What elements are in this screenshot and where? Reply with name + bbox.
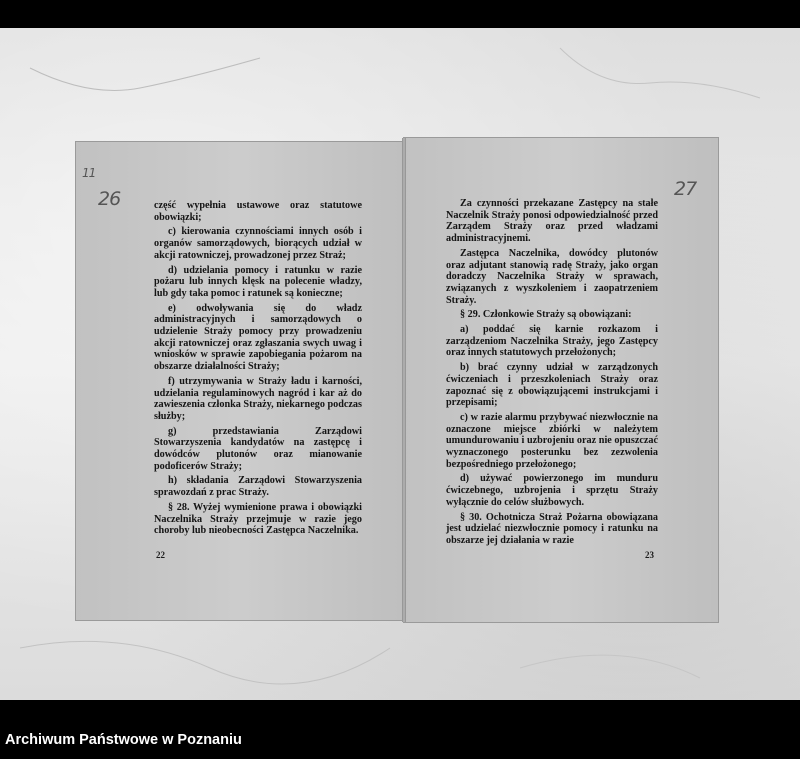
paragraph: Za czynności przekazane Zastępcy na stałe Naczelnik Straży ponosi odpowiedzialność przed Zarządem Straży oraz przed władzami administracyjnemi. (446, 198, 658, 245)
left-page-number: 22 (156, 550, 165, 560)
paragraph: b) brać czynny udział w zarządzonych ćwiczeniach i przeszkoleniach Straży oraz zapoznać się z obowiązującemi instrukcjami i przepisami; (446, 362, 658, 409)
paragraph: f) utrzymywania w Straży ładu i karności, udzielania regulaminowych nagród i kar aż do zawieszenia członka Straży, niekarnego podczas służby; (154, 375, 362, 422)
right-pencil-mark: 27 (674, 178, 697, 200)
footer-bar (0, 700, 800, 759)
paragraph: d) używać powierzonego im munduru ćwiczebnego, uzbrojenia i sprzętu Straży wyłącznie do celów służbowych. (446, 473, 658, 508)
paragraph: a) poddać się karnie rozkazom i zarządzeniom Naczelnika Straży, jego Zastępcy oraz innych statutowych przełożonych; (446, 324, 658, 359)
left-page-text (154, 200, 362, 540)
paragraph: e) odwoływania się do władz administracyjnych i samorządowych o udzielenie Straży pomocy przy prowadzeniu akcji ratowniczej oraz zgłaszania swych uwag i wniosków w sprawie zapobiegania pożarom na obszarze działalności Straży; (154, 302, 362, 373)
archive-name: Archiwum Państwowe w Poznaniu (5, 732, 242, 748)
right-page (404, 138, 718, 622)
paragraph: § 28. Wyżej wymienione prawa i obowiązki Naczelnika Straży przejmuje w razie jego choroby lub nieobecności Zastępca Naczelnika. (154, 501, 362, 537)
paragraph: Zastępca Naczelnika, dowódcy plutonów oraz adjutant stanowią radę Straży, jako organ doradczy Naczelnika Straży w sprawach, związanych z wyszkoleniem i zaopatrzeniem Straży. (446, 247, 658, 306)
left-pencil-mark-small: 11 (82, 166, 96, 180)
paragraph: c) kierowania czynnościami innych osób i organów samorządowych, biorących udział w akcji ratowniczej, prowadzonej przez Straż; (154, 226, 362, 261)
open-booklet (76, 138, 718, 622)
left-page (76, 142, 404, 620)
paragraph: g) przedstawiania Zarządowi Stowarzyszenia kandydatów na zastępcę i dowódców plutonów oraz mianowanie podoficerów Straży; (154, 425, 362, 472)
right-page-text (446, 198, 658, 550)
paragraph: część wypełnia ustawowe oraz statutowe obowiązki; (154, 200, 362, 223)
paragraph: § 30. Ochotnicza Straż Pożarna obowiązana jest udzielać niezwłocznie pomocy i ratunku na obszarze jej działania w razie (446, 511, 658, 546)
paragraph: § 29. Członkowie Straży są obowiązani: (460, 309, 632, 321)
book-spine (402, 138, 406, 622)
paragraph: d) udzielania pomocy i ratunku w razie pożaru lub innych klęsk na polecenie władzy, lub gdy taka pomoc i ratunek są konieczne; (154, 264, 362, 299)
paragraph: h) składania Zarządowi Stowarzyszenia sprawozdań z prac Straży. (154, 475, 362, 499)
left-pencil-mark: 26 (98, 188, 121, 210)
paragraph: c) w razie alarmu przybywać niezwłocznie na oznaczone miejsce zbiórki w należytem umundurowaniu i uzbrojeniu oraz nie opuszczać wyznaczonego posterunku bez zezwolenia bezpośredniego przełożonego; (446, 411, 658, 470)
right-page-number: 23 (645, 550, 654, 560)
scan-background (0, 28, 800, 700)
